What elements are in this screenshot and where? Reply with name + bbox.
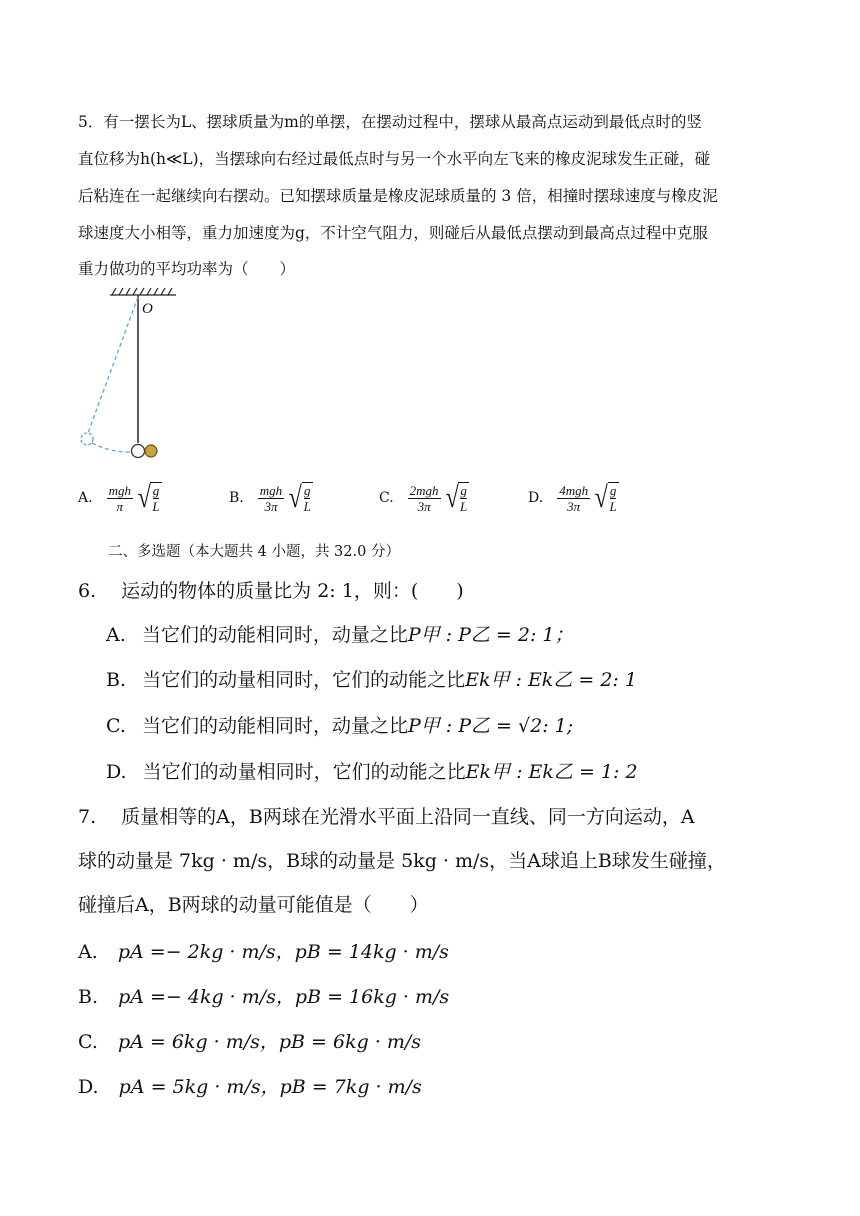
option-letter: D.: [528, 490, 544, 506]
pendulum-figure: [76, 285, 186, 465]
sqrt-numerator: g: [609, 483, 617, 498]
q6-option-d[interactable]: [106, 757, 638, 784]
option-letter: D.: [78, 1076, 99, 1098]
option-letter: B.: [229, 490, 244, 506]
option-letter: A.: [78, 490, 93, 506]
q5-option-d[interactable]: [528, 482, 619, 514]
sqrt-denominator: L: [303, 499, 311, 514]
option-fraction: [107, 483, 133, 514]
fraction-denominator: 3π: [417, 498, 431, 514]
option-math: P甲 : P乙 = √2: 1;: [407, 715, 574, 737]
option-text: 当它们的动能相同时，动量之比: [141, 715, 408, 737]
option-math: Ek甲 : Ek乙 = 1: 2: [465, 761, 638, 783]
q7-line-3: 碰撞后A，B两球的动量可能值是（ ）: [78, 894, 429, 916]
fraction-numerator: mgh: [259, 482, 283, 498]
option-fraction: [557, 483, 590, 514]
q6-stem: 6. 运动的物体的质量比为 2: 1，则：( ): [78, 580, 464, 602]
clay-ball: [145, 445, 157, 457]
sqrt-denominator: L: [460, 499, 468, 514]
option-text: 当它们的动能相同时，动量之比: [141, 624, 408, 646]
pivot-label: O: [142, 301, 153, 317]
fraction-numerator: 2mgh: [409, 482, 439, 498]
option-letter: C.: [78, 1031, 98, 1053]
option-text: 当它们的动量相同时，它们的动能之比: [142, 761, 466, 783]
option-sqrt: √ $\frac{g}{L}$: [288, 481, 311, 514]
ball-high-position: [81, 433, 93, 445]
q7-option-d[interactable]: [78, 1072, 422, 1099]
sqrt-numerator: g: [152, 483, 160, 498]
option-text: pA = 5kg · m/s，pB = 7kg · m/s: [118, 1076, 422, 1098]
option-letter: D.: [106, 761, 127, 783]
option-letter: A.: [78, 941, 98, 963]
option-sqrt: √ $\frac{g}{L}$: [445, 481, 468, 514]
q6-option-c[interactable]: [106, 711, 573, 738]
q5-line-1: 5．有一摆长为L、摆球质量为m的单摆，在摆动过程中，摆球从最高点运动到最低点时的竖: [78, 113, 702, 131]
pendulum-ball: [132, 445, 145, 458]
section-header-multi-choice: 二、多选题（本大题共 4 小题，共 32.0 分）: [108, 544, 400, 560]
q7-option-c[interactable]: [78, 1027, 421, 1054]
fraction-numerator: mgh: [108, 482, 131, 498]
q7-option-a[interactable]: [78, 937, 449, 964]
option-letter: B.: [106, 669, 127, 691]
q6-option-b[interactable]: [106, 665, 637, 692]
q5-line-2: 直位移为h(h≪L)，当摆球向右经过最低点时与另一个水平向左飞来的橡皮泥球发生正碰，碰: [78, 150, 711, 168]
option-sqrt: √ $\frac{g}{L}$: [137, 481, 160, 514]
option-fraction: [408, 483, 441, 514]
q7-option-b[interactable]: [78, 982, 449, 1009]
fraction-denominator: 3π: [264, 498, 278, 514]
fraction-denominator: π: [116, 498, 124, 514]
q7-line-1: 7. 质量相等的A，B两球在光滑水平面上沿同一直线、同一方向运动，A: [78, 806, 695, 828]
q5-line-3: 后粘连在一起继续向右摆动。已知摆球质量是橡皮泥球质量的 3 倍，相撞时摆球速度与橡皮泥: [78, 187, 718, 205]
option-text: pA =− 2kg · m/s，pB = 14kg · m/s: [117, 941, 449, 963]
option-letter: B.: [78, 986, 99, 1008]
option-letter: A.: [106, 624, 126, 646]
option-letter: C.: [106, 715, 126, 737]
option-fraction: [258, 483, 284, 514]
option-sqrt: √ $\frac{g}{L}$: [594, 481, 617, 514]
q5-line-4: 球速度大小相等，重力加速度为g，不计空气阻力，则碰后从最低点摆动到最高点过程中克服: [78, 224, 708, 242]
q7-line-2: 球的动量是 7kg · m/s，B球的动量是 5kg · m/s，当A球追上B球发生碰撞，: [78, 850, 726, 872]
option-text: 当它们的动量相同时，它们的动能之比: [142, 669, 466, 691]
q5-option-b[interactable]: [229, 482, 313, 514]
q5-line-5: 重力做功的平均功率为（ ）: [78, 260, 296, 278]
fraction-denominator: 3π: [567, 498, 581, 514]
option-math: P甲 : P乙 = 2: 1；: [407, 624, 574, 646]
option-letter: C.: [379, 490, 394, 506]
q5-option-c[interactable]: [379, 482, 469, 514]
sqrt-numerator: g: [460, 483, 467, 498]
q6-option-a[interactable]: [106, 620, 574, 647]
option-text: pA = 6kg · m/s，pB = 6kg · m/s: [117, 1031, 422, 1053]
q5-option-a[interactable]: [78, 482, 162, 514]
sqrt-denominator: L: [609, 499, 617, 514]
ceiling-hatch: [110, 288, 176, 295]
option-math: Ek甲 : Ek乙 = 2: 1: [465, 669, 637, 691]
sqrt-numerator: g: [303, 483, 311, 498]
sqrt-denominator: L: [152, 499, 160, 514]
option-text: pA =− 4kg · m/s，pB = 16kg · m/s: [118, 986, 450, 1008]
fraction-numerator: 4mgh: [559, 482, 589, 498]
swing-string-dashed: [88, 297, 138, 433]
